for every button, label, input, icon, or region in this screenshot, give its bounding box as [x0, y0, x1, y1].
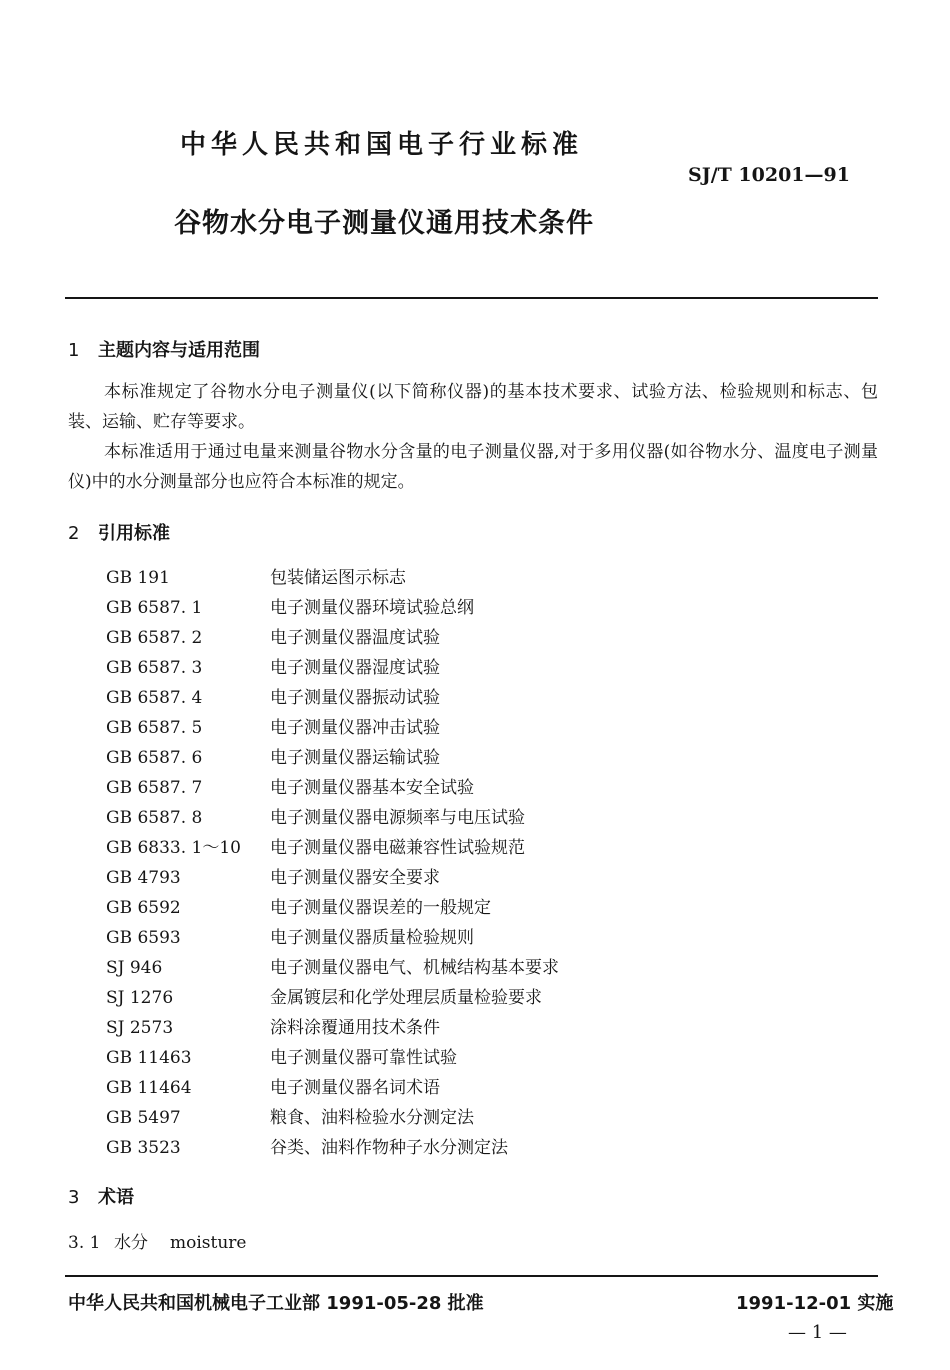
section-2-heading [68, 519, 170, 545]
reference-name: 电子测量仪器安全要求 [270, 868, 440, 888]
reference-name: 电子测量仪器运输试验 [270, 748, 440, 768]
reference-code: GB 191 [106, 568, 170, 588]
section-1-heading [68, 336, 260, 362]
section-3-1-number: 3. 1 [68, 1233, 101, 1253]
section-3-heading [68, 1183, 134, 1209]
reference-code: GB 11463 [106, 1048, 192, 1068]
reference-row [106, 953, 559, 983]
reference-row [106, 983, 559, 1013]
reference-name: 电子测量仪器环境试验总纲 [270, 598, 474, 618]
reference-row [106, 1013, 559, 1043]
reference-list [106, 563, 559, 1163]
effective-date: 1991-12-01 实施 [736, 1293, 894, 1314]
section-1-paragraph-2: 本标准适用于通过电量来测量谷物水分含量的电子测量仪器,对于多用仪器(如谷物水分、温度电子测量仪)中的水分测量部分也应符合本标准的规定。 [68, 442, 878, 492]
reference-row [106, 1103, 559, 1133]
page-number: — 1 — [788, 1322, 847, 1343]
reference-code: GB 6587. 1 [106, 598, 203, 618]
reference-row [106, 623, 559, 653]
reference-code: GB 6587. 6 [106, 748, 203, 768]
section-2-number: 2 [68, 523, 80, 544]
reference-code: GB 6587. 5 [106, 718, 203, 738]
reference-name: 电子测量仪器名词术语 [270, 1078, 440, 1098]
section-3-1-line [68, 1228, 246, 1253]
reference-name: 电子测量仪器电源频率与电压试验 [270, 808, 525, 828]
reference-code: GB 6592 [106, 898, 181, 918]
section-2-title: 引用标准 [98, 523, 170, 544]
reference-code: GB 4793 [106, 868, 181, 888]
reference-code: GB 6833. 1～10 [106, 838, 241, 858]
reference-name: 电子测量仪器冲击试验 [270, 718, 440, 738]
reference-code: GB 6587. 8 [106, 808, 203, 828]
section-1-number: 1 [68, 340, 80, 361]
reference-row [106, 833, 559, 863]
reference-row [106, 1073, 559, 1103]
reference-name: 电子测量仪器基本安全试验 [270, 778, 474, 798]
reference-row [106, 563, 559, 593]
standard-code: SJ/T 10201—91 [688, 164, 850, 186]
reference-name: 电子测量仪器可靠性试验 [270, 1048, 457, 1068]
header-divider [65, 297, 878, 299]
reference-row [106, 1043, 559, 1073]
reference-row [106, 773, 559, 803]
reference-row [106, 863, 559, 893]
reference-code: SJ 946 [106, 958, 163, 978]
reference-row [106, 803, 559, 833]
reference-name: 电子测量仪器湿度试验 [270, 658, 440, 678]
reference-code: GB 6587. 2 [106, 628, 203, 648]
reference-row [106, 653, 559, 683]
reference-code: GB 6593 [106, 928, 181, 948]
reference-row [106, 923, 559, 953]
reference-row [106, 593, 559, 623]
term-chinese: 水分 [114, 1233, 148, 1253]
reference-name: 涂料涂覆通用技术条件 [270, 1018, 440, 1038]
section-1-title: 主题内容与适用范围 [98, 340, 260, 361]
reference-name: 金属镀层和化学处理层质量检验要求 [270, 988, 542, 1008]
reference-row [106, 683, 559, 713]
reference-row [106, 713, 559, 743]
reference-code: GB 6587. 4 [106, 688, 203, 708]
reference-name: 电子测量仪器温度试验 [270, 628, 440, 648]
section-3-title: 术语 [98, 1187, 134, 1208]
reference-name: 电子测量仪器电气、机械结构基本要求 [270, 958, 559, 978]
reference-name: 电子测量仪器误差的一般规定 [270, 898, 491, 918]
reference-code: SJ 2573 [106, 1018, 174, 1038]
reference-code: GB 11464 [106, 1078, 192, 1098]
standard-title: 中华人民共和国电子行业标准 [180, 130, 584, 160]
document-title: 谷物水分电子测量仪通用技术条件 [174, 208, 594, 239]
section-3-number: 3 [68, 1187, 80, 1208]
reference-name: 电子测量仪器振动试验 [270, 688, 440, 708]
reference-code: GB 5497 [106, 1108, 181, 1128]
approval-note: 中华人民共和国机械电子工业部 1991-05-28 批准 [68, 1293, 484, 1314]
reference-row [106, 893, 559, 923]
reference-name: 包装储运图示标志 [270, 568, 406, 588]
section-1-paragraph-1: 本标准规定了谷物水分电子测量仪(以下简称仪器)的基本技术要求、试验方法、检验规则和标志、包装、运输、贮存等要求。 [68, 382, 878, 432]
reference-row [106, 1133, 559, 1163]
reference-name: 粮食、油料检验水分测定法 [270, 1108, 474, 1128]
reference-row [106, 743, 559, 773]
reference-code: GB 6587. 7 [106, 778, 203, 798]
reference-code: SJ 1276 [106, 988, 174, 1008]
reference-name: 谷类、油料作物种子水分测定法 [270, 1138, 508, 1158]
footer-divider [65, 1275, 878, 1277]
reference-name: 电子测量仪器电磁兼容性试验规范 [270, 838, 525, 858]
reference-name: 电子测量仪器质量检验规则 [270, 928, 474, 948]
reference-code: GB 6587. 3 [106, 658, 203, 678]
reference-code: GB 3523 [106, 1138, 181, 1158]
term-english: moisture [170, 1233, 247, 1253]
